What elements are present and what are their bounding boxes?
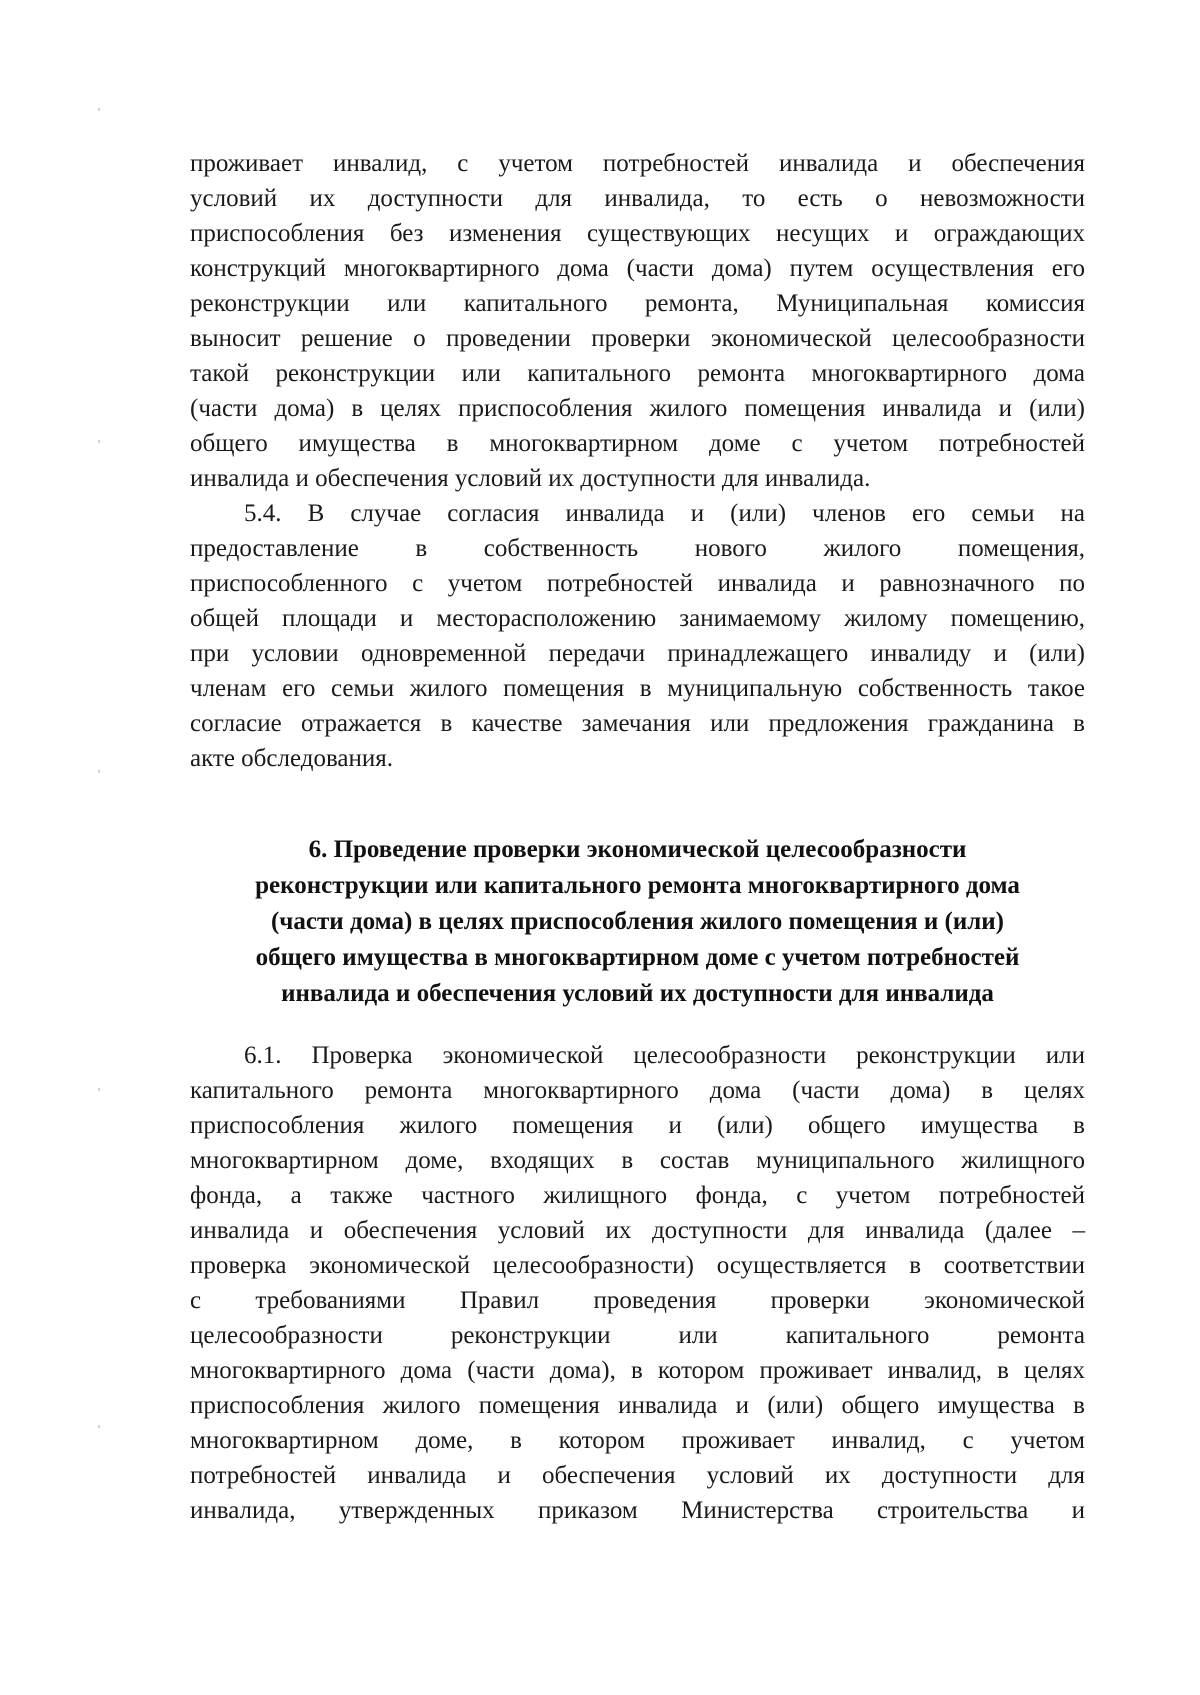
text-line: условий их доступности для инвалида, то есть о невозможности bbox=[190, 185, 1085, 212]
text-line: такой реконструкции или капитального ремонта многоквартирного дома bbox=[190, 360, 1085, 387]
text-line: проживает инвалид, с учетом потребностей инвалида и обеспечения bbox=[190, 150, 1085, 177]
clause-6-1 bbox=[190, 1038, 1085, 1528]
heading-line: инвалида и обеспечения условий их доступности для инвалида bbox=[281, 980, 994, 1007]
text-line: инвалида, утвержденных приказом Министерства строительства и bbox=[190, 1497, 1085, 1524]
scan-artifact bbox=[98, 108, 100, 111]
scan-artifact bbox=[98, 770, 100, 773]
text-line: реконструкции или капитального ремонта, Муниципальная комиссия bbox=[190, 290, 1085, 317]
text-line: согласие отражается в качестве замечания или предложения гражданина в bbox=[190, 710, 1085, 737]
text-line: фонда, а также частного жилищного фонда, с учетом потребностей bbox=[190, 1182, 1085, 1209]
text-line: многоквартирном доме, в котором проживает инвалид, с учетом bbox=[190, 1427, 1085, 1454]
scan-artifact bbox=[98, 1425, 100, 1428]
text-line: членам его семьи жилого помещения в муниципальную собственность такое bbox=[190, 675, 1085, 702]
heading-line: реконструкции или капитального ремонта многоквартирного дома bbox=[255, 872, 1020, 899]
text-line: инвалида и обеспечения условий их доступности для инвалида. bbox=[190, 465, 871, 492]
text-line: капитального ремонта многоквартирного дома (части дома) в целях bbox=[190, 1077, 1085, 1104]
text-line: целесообразности реконструкции или капитального ремонта bbox=[190, 1322, 1085, 1349]
paragraph-continued bbox=[190, 146, 1085, 776]
text-line: многоквартирном доме, входящих в состав муниципального жилищного bbox=[190, 1147, 1085, 1174]
text-line: с требованиями Правил проведения проверки экономической bbox=[190, 1287, 1085, 1314]
text-line: приспособленного с учетом потребностей инвалида и равнозначного по bbox=[190, 570, 1085, 597]
scan-artifact bbox=[98, 1088, 100, 1091]
text-line: выносит решение о проведении проверки экономической целесообразности bbox=[190, 325, 1085, 352]
text-line: приспособления жилого помещения и (или) общего имущества в bbox=[190, 1112, 1085, 1139]
text-line: общего имущества в многоквартирном доме с учетом потребностей bbox=[190, 430, 1085, 457]
text-line: общей площади и месторасположению занимаемому жилому помещению, bbox=[190, 605, 1085, 632]
text-line: при условии одновременной передачи принадлежащего инвалиду и (или) bbox=[190, 640, 1085, 667]
heading-line: (части дома) в целях приспособления жилого помещения и (или) bbox=[270, 908, 1005, 935]
text-line: акте обследования. bbox=[190, 745, 394, 772]
text-line: приспособления жилого помещения инвалида и (или) общего имущества в bbox=[190, 1392, 1085, 1419]
text-line: проверка экономической целесообразности) осуществляется в соответствии bbox=[190, 1252, 1085, 1279]
text-line: (части дома) в целях приспособления жилого помещения инвалида и (или) bbox=[190, 395, 1085, 422]
text-line: приспособления без изменения существующих несущих и ограждающих bbox=[190, 220, 1085, 247]
text-line: предоставление в собственность нового жилого помещения, bbox=[190, 535, 1085, 562]
heading-line: 6. Проведение проверки экономической целесообразности bbox=[308, 836, 967, 863]
text-line: многоквартирного дома (части дома), в котором проживает инвалид, в целях bbox=[190, 1357, 1085, 1384]
heading-line: общего имущества в многоквартирном доме с учетом потребностей bbox=[255, 944, 1020, 971]
text-line: инвалида и обеспечения условий их доступности для инвалида (далее – bbox=[190, 1217, 1085, 1244]
scan-artifact bbox=[98, 440, 100, 443]
section-6-heading bbox=[190, 832, 1085, 1012]
clause-6-1-first-line: 6.1. Проверка экономической целесообразности реконструкции или bbox=[244, 1042, 1085, 1069]
text-line: конструкций многоквартирного дома (части дома) путем осуществления его bbox=[190, 255, 1085, 282]
clause-5-4-first-line: 5.4. В случае согласия инвалида и (или) членов его семьи на bbox=[244, 500, 1085, 527]
text-line: потребностей инвалида и обеспечения условий их доступности для bbox=[190, 1462, 1085, 1489]
